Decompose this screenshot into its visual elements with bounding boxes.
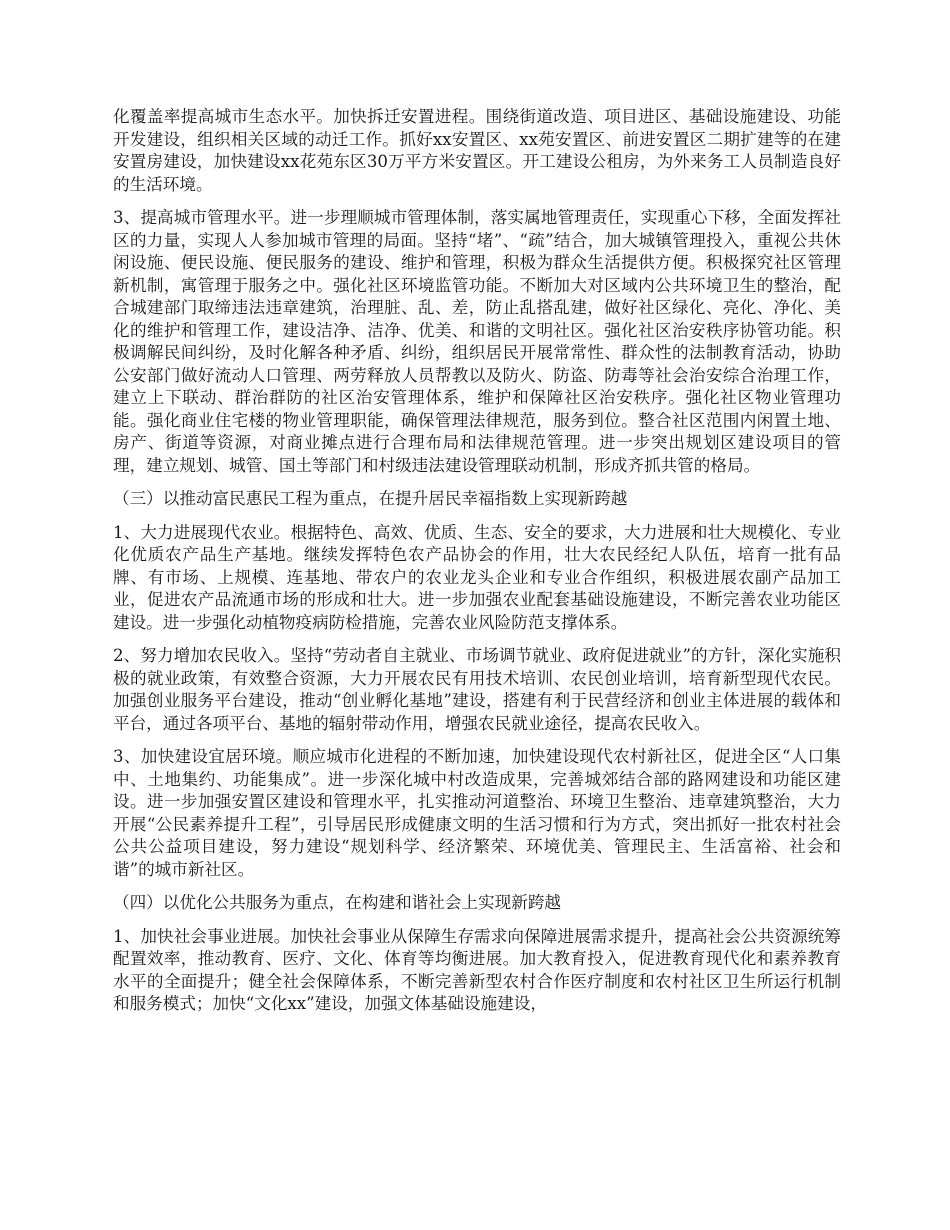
section-heading-4: （四）以优化公共服务为重点，在构建和谐社会上实现新跨越 <box>113 893 562 912</box>
paragraph-modern-agriculture: 1、大力进展现代农业。根据特色、高效、优质、生态、安全的要求，大力进展和壮大规模化、专业化优质农产品生产基地。继续发挥特色农产品协会的作用，壮大农民经纪人队伍，培育一批有品牌、有市场、上规模、连基地、带农户的农业龙头企业和专业合作组织，积极进展农副产品加工业，促进农产品流通市场的形成和壮大。进一步加强农业配套基础设施建设，不断完善农业功能区建设。进一步强化动植物疫病防检措施，完善农业风险防范支撑体系。 <box>113 522 841 632</box>
paragraph-farmer-income: 2、努力增加农民收入。坚持“劳动者自主就业、市场调节就业、政府促进就业”的方针，深化实施积极的就业政策，有效整合资源，大力开展农民有用技术培训、农民创业培训，培育新型现代农民。加强创业服务平台建设，推动“创业孵化基地”建设，搭建有利于民营经济和创业主体进展的载体和平台，通过各项平台、基地的辐射带动作用，增强农民就业途径，提高农民收入。 <box>113 646 841 733</box>
paragraph-livable-environment: 3、加快建设宜居环境。顺应城市化进程的不断加速，加快建设现代农村新社区，促进全区“人口集中、土地集约、功能集成”。进一步深化城中村改造成果，完善城郊结合部的路网建设和功能区建设。进一步加强安置区建设和管理水平，扎实推动河道整治、环境卫生整治、违章建筑整治，大力开展“公民素养提升工程”，引导居民形成健康文明的生活习惯和行为方式，突出抓好一批农村社会公共公益项目建设，努力建设“规划科学、经济繁荣、环境优美、管理民主、生活富裕、社会和谐”的城市新社区。 <box>113 747 841 879</box>
paragraph-social-undertakings: 1、加快社会事业进展。加快社会事业从保障生存需求向保障进展需求提升，提高社会公共资源统筹配置效率，推动教育、医疗、文化、体育等均衡进展。加大教育投入，促进教育现代化和素养教育水平的全面提升；健全社会保障体系，不断完善新型农村合作医疗制度和农村社区卫生所运行机制和服务模式；加快“文化xx”建设，加强文体基础设施建设， <box>113 926 841 1013</box>
paragraph-urban-management: 3、提高城市管理水平。进一步理顺城市管理体制，落实属地管理责任，实现重心下移，全面发挥社区的力量，实现人人参加城市管理的局面。坚持“堵”、“疏”结合，加大城镇管理投入，重视公共休闲设施、便民设施、便民服务的建设、维护和管理，积极为群众生活提供方便。积极探究社区管理新机制，寓管理于服务之中。强化社区环境监管功能。不断加大对区域内公共环境卫生的整治，配合城建部门取缔违法违章建筑，治理脏、乱、差，防止乱搭乱建，做好社区绿化、亮化、净化、美化的维护和管理工作，建设洁净、洁净、优美、和谐的文明社区。强化社区治安秩序协管功能。积极调解民间纠纷，及时化解各种矛盾、纠纷，组织居民开展常常性、群众性的法制教育活动，协助公安部门做好流动人口管理、两劳释放人员帮教以及防火、防盗、防毒等社会治安综合治理工作，建立上下联动、群治群防的社区治安管理体系，维护和保障社区治安秩序。强化社区物业管理功能。强化商业住宅楼的物业管理职能，确保管理法律规范，服务到位。整合社区范围内闲置土地、房产、街道等资源，对商业摊点进行合理布局和法律规范管理。进一步突出规划区建设项目的管理，建立规划、城管、国土等部门和村级违法建设管理联动机制，形成齐抓共管的格局。 <box>113 208 841 475</box>
document-page <box>113 106 841 1027</box>
paragraph-continuation: 化覆盖率提高城市生态水平。加快拆迁安置进程。围绕街道改造、项目进区、基础设施建设、功能开发建设，组织相关区域的动迁工作。抓好xx安置区、xx苑安置区、前进安置区二期扩建等的在建安置房建设，加快建设xx花苑东区30万平方米安置区。开工建设公租房，为外来务工人员制造良好的生活环境。 <box>113 107 841 194</box>
section-heading-3: （三）以推动富民惠民工程为重点，在提升居民幸福指数上实现新跨越 <box>113 489 628 508</box>
